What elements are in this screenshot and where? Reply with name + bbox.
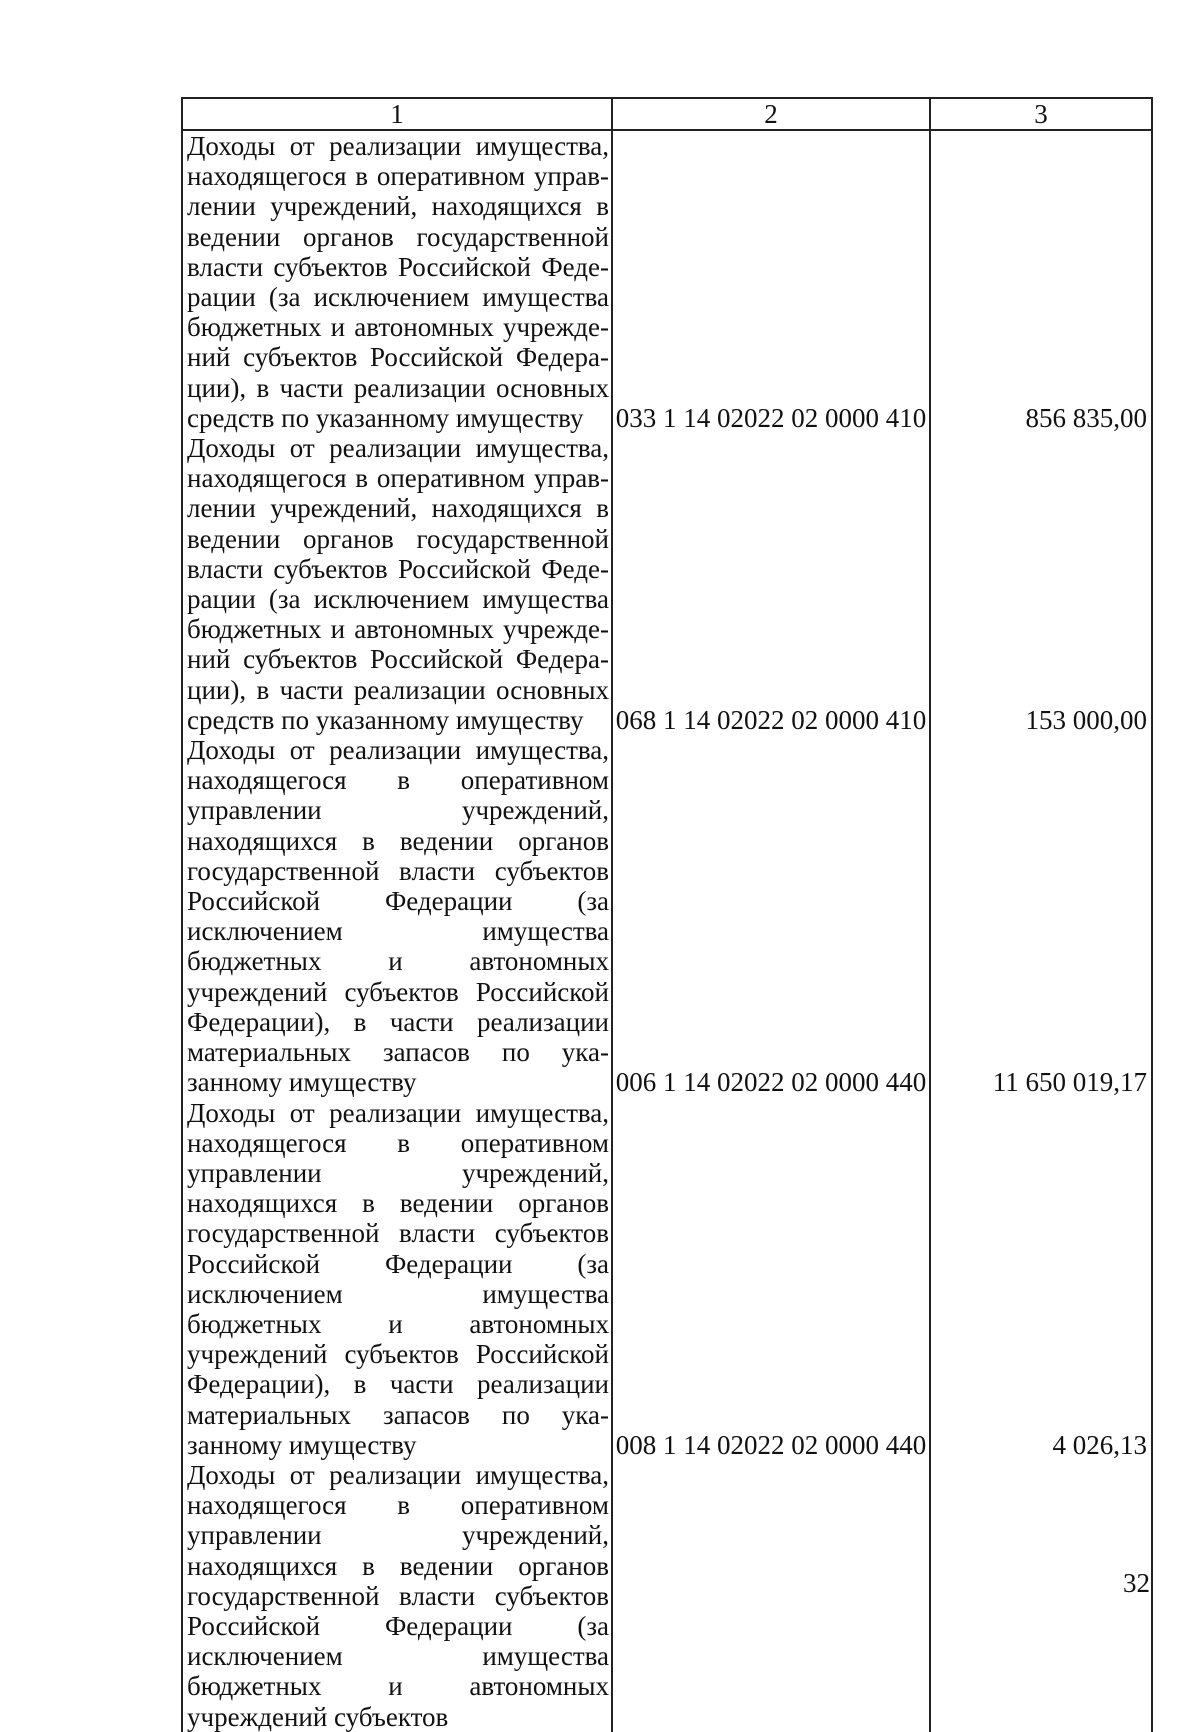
table-row (182, 130, 1152, 433)
row-amount: 4 026,13 (930, 1098, 1152, 1460)
row-budget-code (612, 1460, 930, 1732)
revenue-table (181, 97, 1153, 1732)
row-description: Доходы от реализации имущества, находящегося в оперативном управлении учреждений, находящихся в ведении органов государственной власти субъектов Российской Федерации (за исключением имущества бюджетных и автономных учреждений субъектов (182, 1460, 612, 1732)
row-amount: 153 000,00 (930, 433, 1152, 735)
column-header-2: 2 (612, 98, 930, 130)
row-amount: 856 835,00 (930, 130, 1152, 433)
row-description: Доходы от реализации имущества, находящегося в оперативном управлении учреждений, находящихся в ведении органов государственной власти субъектов Российской Федерации (за исключением имущества бюджетных и автономных учреждений субъектов Российской Федерации), в части реализации основных средств по указанному имуществу (182, 433, 612, 735)
column-header-3: 3 (930, 98, 1152, 130)
row-description: Доходы от реализации имущества, находящегося в оперативном управлении учреждений, находящихся в ведении органов государственной власти субъектов Российской Федерации (за исключением имущества бюджетных и автономных учреждений субъектов Российской Федерации), в части реализации основных средств по указанному имуществу (182, 130, 612, 433)
row-description: Доходы от реализации имущества, находящегося в оперативном управлении учреждений, находящихся в ведении органов государственной власти субъектов Российской Федерации (за исключением имущества бюджетных и автономных учреждений субъектов Российской Федерации), в части реализации материальных запасов по указанному имуществу (182, 1098, 612, 1460)
row-description: Доходы от реализации имущества, находящегося в оперативном управлении учреждений, находящихся в ведении органов государственной власти субъектов Российской Федерации (за исключением имущества бюджетных и автономных учреждений субъектов Российской Федерации), в части реализации материальных запасов по указанному имуществу (182, 735, 612, 1097)
table-row (182, 1460, 1152, 1732)
table-row (182, 735, 1152, 1097)
table-row (182, 433, 1152, 735)
row-amount: 11 650 019,17 (930, 735, 1152, 1097)
header-row (182, 98, 1152, 130)
row-budget-code: 068 1 14 02022 02 0000 410 (612, 433, 930, 735)
row-budget-code: 006 1 14 02022 02 0000 440 (612, 735, 930, 1097)
row-budget-code: 033 1 14 02022 02 0000 410 (612, 130, 930, 433)
table-header (182, 98, 1152, 130)
table-body (182, 130, 1152, 1732)
page-number: 32 (1123, 1568, 1150, 1598)
table-row (182, 1098, 1152, 1460)
column-header-1: 1 (182, 98, 612, 130)
row-budget-code: 008 1 14 02022 02 0000 440 (612, 1098, 930, 1460)
